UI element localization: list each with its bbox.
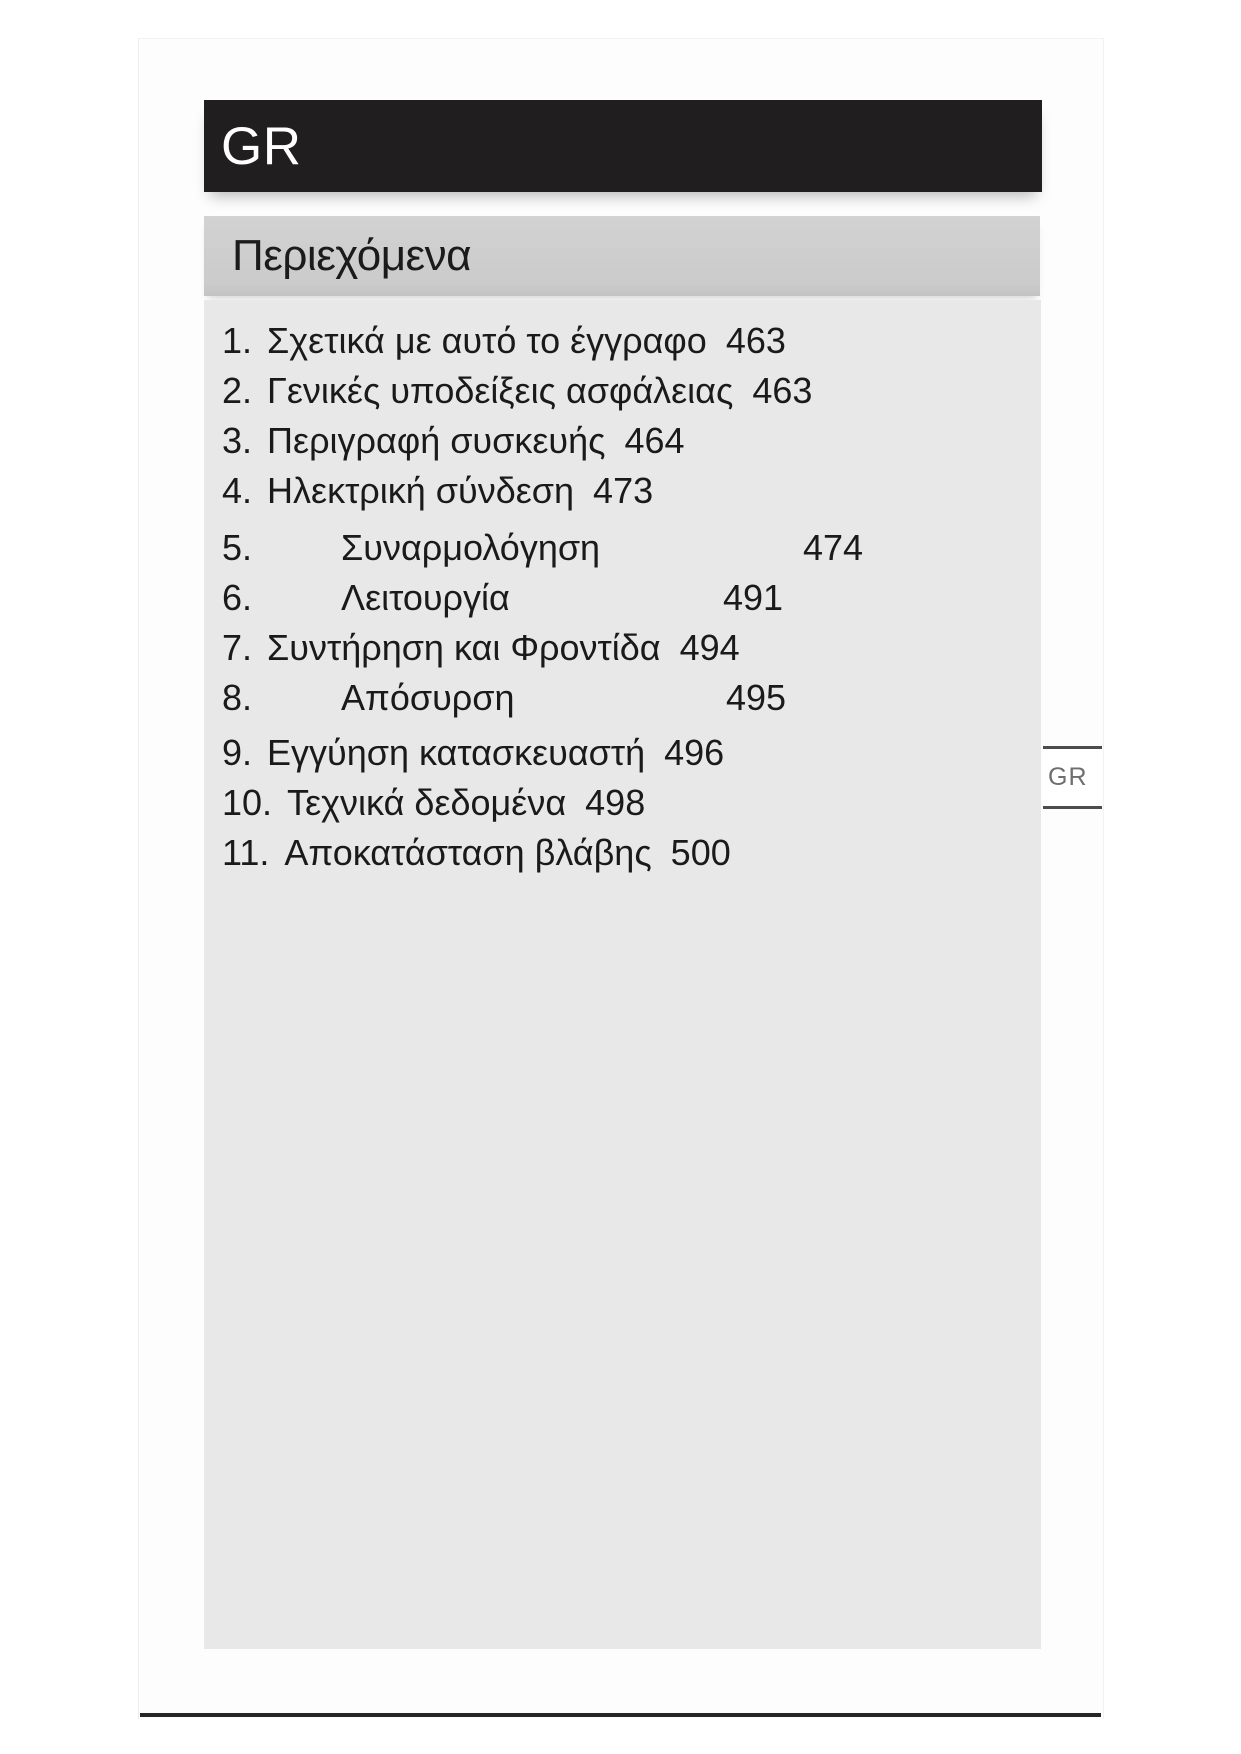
toc-entry-6 [222, 573, 1041, 623]
toc-entry-5 [222, 523, 1041, 573]
toc-entry-8 [222, 673, 1041, 723]
toc-entry-number: 10. [222, 782, 273, 823]
toc-entry-page: 464 [624, 420, 685, 461]
toc-entry-11 [222, 828, 1041, 878]
toc-entry-9 [222, 728, 1041, 778]
toc-entry-title: Συναρμολόγηση [341, 527, 601, 568]
toc-list [204, 300, 1041, 1649]
toc-entry-number: 7. [222, 627, 253, 668]
toc-entry-title: Περιγραφή συσκευής [267, 420, 606, 461]
toc-entry-title: Τεχνικά δεδομένα [287, 782, 567, 823]
toc-entry-number: 4. [222, 470, 253, 511]
toc-entry-page: 463 [725, 320, 786, 361]
toc-title: Περιεχόμενα [232, 231, 472, 280]
toc-entry-title: Ηλεκτρική σύνδεση [267, 470, 575, 511]
toc-title-bar [204, 216, 1040, 296]
toc-entry-title: Λειτουργία [341, 577, 510, 618]
toc-entry-title: Σχετικά με αυτό το έγγραφο [267, 320, 707, 361]
toc-entry-page: 494 [679, 627, 740, 668]
toc-entry-title: Συντήρηση και Φροντίδα [267, 627, 661, 668]
language-header-bar [204, 100, 1042, 192]
toc-entry-number: 8. [222, 677, 253, 718]
toc-entry-number: 5. [222, 527, 253, 568]
language-header-label: GR [221, 116, 302, 176]
toc-entry-page: 500 [670, 832, 731, 873]
toc-entry-title: Απόσυρση [341, 677, 515, 718]
toc-entry-title: Γενικές υποδείξεις ασφάλειας [267, 370, 734, 411]
toc-entry-page: 463 [752, 370, 813, 411]
toc-entry-page: 495 [726, 677, 787, 718]
toc-entry-10 [222, 778, 1041, 828]
toc-entry-4 [222, 466, 1041, 516]
toc-entry-number: 1. [222, 320, 253, 361]
toc-entry-page: 474 [803, 527, 864, 568]
page-edge-language-tab-label: GR [1048, 763, 1088, 791]
toc-entry-number: 3. [222, 420, 253, 461]
toc-entry-number: 11. [222, 832, 270, 873]
toc-entry-2 [222, 366, 1041, 416]
toc-entry-page: 473 [593, 470, 654, 511]
page-bottom-rule [140, 1713, 1101, 1717]
toc-entry-number: 9. [222, 732, 253, 773]
toc-entry-number: 6. [222, 577, 253, 618]
toc-entry-title: Εγγύηση κατασκευαστή [267, 732, 646, 773]
toc-entry-3 [222, 416, 1041, 466]
toc-entry-page: 496 [664, 732, 725, 773]
page-edge-language-tab [1043, 746, 1102, 809]
toc-entry-number: 2. [222, 370, 253, 411]
toc-entry-page: 491 [723, 577, 784, 618]
toc-entry-title: Αποκατάσταση βλάβης [284, 832, 652, 873]
toc-entry-page: 498 [585, 782, 646, 823]
toc-entry-7 [222, 623, 1041, 673]
toc-entry-1 [222, 316, 1041, 366]
